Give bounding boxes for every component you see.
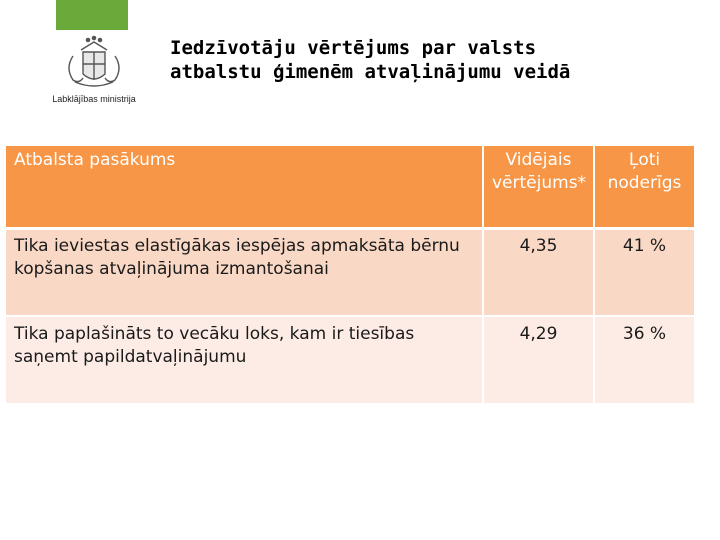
header-average-line-2: vērtējums* bbox=[492, 173, 587, 193]
header-very-useful bbox=[594, 146, 694, 229]
top-accent-bar bbox=[56, 0, 128, 30]
ministry-logo bbox=[44, 34, 144, 108]
very-useful-cell: 41 % bbox=[594, 229, 694, 317]
table-header-row bbox=[6, 146, 694, 229]
measure-cell: Tika ieviestas elastīgākas iespējas apmaksāta bērnu kopšanas atvaļinājuma izmantošanai bbox=[6, 229, 483, 317]
very-useful-cell: 36 % bbox=[594, 316, 694, 403]
header-average-rating bbox=[483, 146, 594, 229]
title-line-1: Iedzīvotāju vērtējums par valsts bbox=[170, 37, 537, 59]
support-measures-table bbox=[6, 146, 694, 403]
title-line-2: atbalstu ģimenēm atvaļinājumu veidā bbox=[170, 61, 571, 83]
table-row bbox=[6, 229, 694, 317]
average-rating-cell: 4,35 bbox=[483, 229, 594, 317]
page-title bbox=[170, 36, 690, 84]
average-rating-cell: 4,29 bbox=[483, 316, 594, 403]
table-row bbox=[6, 316, 694, 403]
logo-caption: Labklājības ministrija bbox=[52, 94, 136, 104]
measure-cell: Tika paplašināts to vecāku loks, kam ir tiesības saņemt papildatvaļinājumu bbox=[6, 316, 483, 403]
coat-of-arms-icon bbox=[59, 34, 129, 92]
header-measure: Atbalsta pasākums bbox=[6, 146, 483, 229]
header-useful-line-1: Ļoti bbox=[628, 150, 661, 170]
header-average-line-1: Vidējais bbox=[505, 150, 572, 170]
header-useful-line-2: noderīgs bbox=[607, 173, 682, 193]
